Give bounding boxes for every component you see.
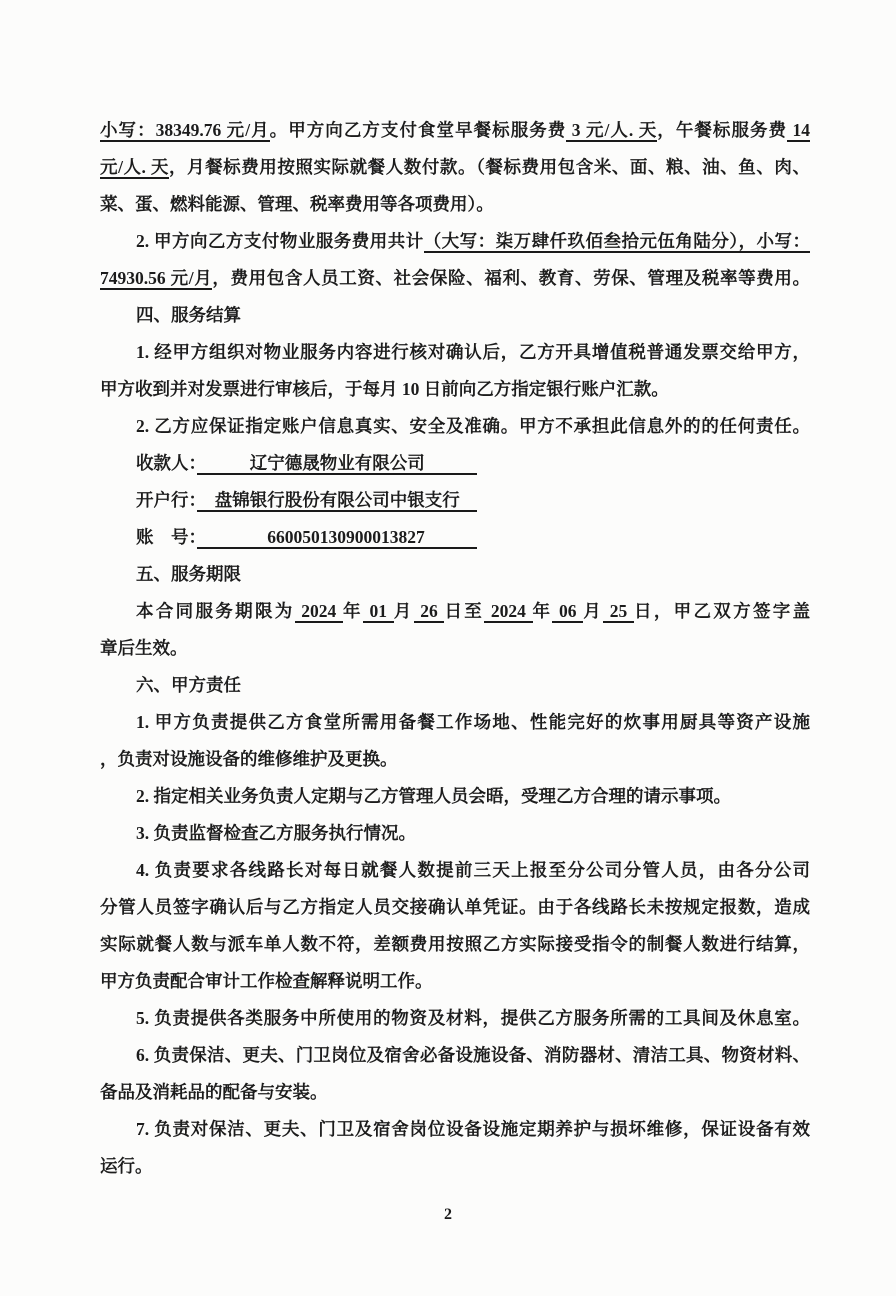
document-line [100,1111,810,1148]
document-line [100,926,810,963]
text-segment: 月 [393,601,414,621]
document-body [100,112,810,1185]
text-segment: 月 [583,601,604,621]
document-line [100,593,810,630]
document-line [100,1037,810,1074]
document-line [100,408,810,445]
document-line [100,815,810,852]
underlined-segment: 小写：38349.76 元/月 [100,120,270,140]
text-segment: 菜、蛋、燃料能源、管理、税率费用等各项费用）。 [100,194,494,214]
page-number: 2 [444,1206,452,1223]
text-segment: ，月餐标费用按照实际就餐人数付款。（餐标费用包含米、面、粮、油、鱼、肉、 [168,157,810,177]
document-line [100,1000,810,1037]
text-segment: 6. 负责保洁、更夫、门卫岗位及宿舍必备设施设备、消防器材、清洁工具、物资材料、 [136,1045,810,1065]
underlined-segment: 2024 [294,601,343,621]
document-line [100,963,810,1000]
document-line [100,297,810,334]
text-segment: 1. 经甲方组织对物业服务内容进行核对确认后，乙方开具增值税普通发票交给甲方， [136,342,810,362]
underlined-segment: 25 [603,601,634,621]
document-line [100,223,810,260]
text-segment: 3. 负责监督检查乙方服务执行情况。 [136,823,416,843]
text-segment: 日至 [444,601,485,621]
document-line [100,889,810,926]
text-segment: 年 [532,601,553,621]
text-segment: 章后生效。 [100,638,188,658]
text-segment: 备品及消耗品的配备与安装。 [100,1082,328,1102]
underlined-segment: 盘锦银行股份有限公司中银支行 [197,490,478,510]
text-segment: 1. 甲方负责提供乙方食堂所需用备餐工作场地、性能完好的炊事用厨具等资产设施 [136,712,810,732]
underlined-segment: 2024 [484,601,533,621]
underlined-segment: 元/人. 天 [100,157,169,177]
text-segment: ，负责对设施设备的维修维护及更换。 [100,749,398,769]
document-line [100,778,810,815]
text-segment: 2. 指定相关业务负责人定期与乙方管理人员会晤，受理乙方合理的请示事项。 [136,786,731,806]
underlined-segment: 660050130900013827 [197,527,478,547]
text-segment: 五、服务期限 [136,564,241,584]
text-segment: 分管人员签字确认后与乙方指定人员交接确认单凭证。由于各线路长未按规定报数，造成 [100,897,810,917]
text-segment: 账 号： [136,527,198,547]
text-segment: 四、服务结算 [136,305,241,325]
document-line [100,445,810,482]
text-segment: 日，甲乙双方签字盖 [634,601,810,621]
text-segment: 开户行： [136,490,198,510]
text-segment: ，午餐标服务费 [657,120,788,140]
document-line [100,556,810,593]
document-line [100,741,810,778]
document-line [100,186,810,223]
page-footer [0,1206,896,1224]
text-segment: 。甲方向乙方支付食堂早餐标服务费 [269,120,567,140]
underlined-segment: 06 [552,601,584,621]
text-segment: ，费用包含人员工资、社会保险、福利、教育、劳保、管理及税率等费用。 [212,268,810,288]
text-segment: 甲方收到并对发票进行审核后，于每月 10 日前向乙方指定银行账户汇款。 [100,379,669,399]
underlined-segment: 14 [787,120,810,140]
document-line [100,852,810,889]
document-line [100,112,810,149]
document-line [100,260,810,297]
text-segment: 5. 负责提供各类服务中所使用的物资及材料，提供乙方服务所需的工具间及休息室。 [136,1008,810,1028]
document-line [100,704,810,741]
text-segment: 实际就餐人数与派车单人数不符，差额费用按照乙方实际接受指令的制餐人数进行结算， [100,934,810,954]
text-segment: 2. 乙方应保证指定账户信息真实、安全及准确。甲方不承担此信息外的的任何责任。 [136,416,810,436]
underlined-segment: （大写：柒万肆仟玖佰叁拾元伍角陆分），小写： [423,231,810,251]
underlined-segment: 26 [413,601,445,621]
document-line [100,1148,810,1185]
document-line [100,149,810,186]
underlined-segment: 3 元/人. 天 [566,120,658,140]
document-line [100,1074,810,1111]
text-segment: 年 [343,601,363,621]
text-segment: 7. 负责对保洁、更夫、门卫及宿舍岗位设备设施定期养护与损坏维修，保证设备有效 [136,1119,810,1139]
underlined-segment: 01 [362,601,394,621]
document-line [100,482,810,519]
document-line [100,519,810,556]
text-segment: 六、甲方责任 [136,675,241,695]
document-line [100,371,810,408]
text-segment: 本合同服务期限为 [136,601,295,621]
document-line [100,667,810,704]
document-line [100,334,810,371]
document-line [100,630,810,667]
text-segment: 甲方负责配合审计工作检查解释说明工作。 [100,971,433,991]
text-segment: 收款人： [136,453,198,473]
text-segment: 4. 负责要求各线路长对每日就餐人数提前三天上报至分公司分管人员，由各分公司 [136,860,810,880]
text-segment: 运行。 [100,1156,153,1176]
text-segment: 2. 甲方向乙方支付物业服务费用共计 [136,231,424,251]
underlined-segment: 74930.56 元/月 [100,268,213,288]
underlined-segment: 辽宁德晟物业有限公司 [197,453,478,473]
